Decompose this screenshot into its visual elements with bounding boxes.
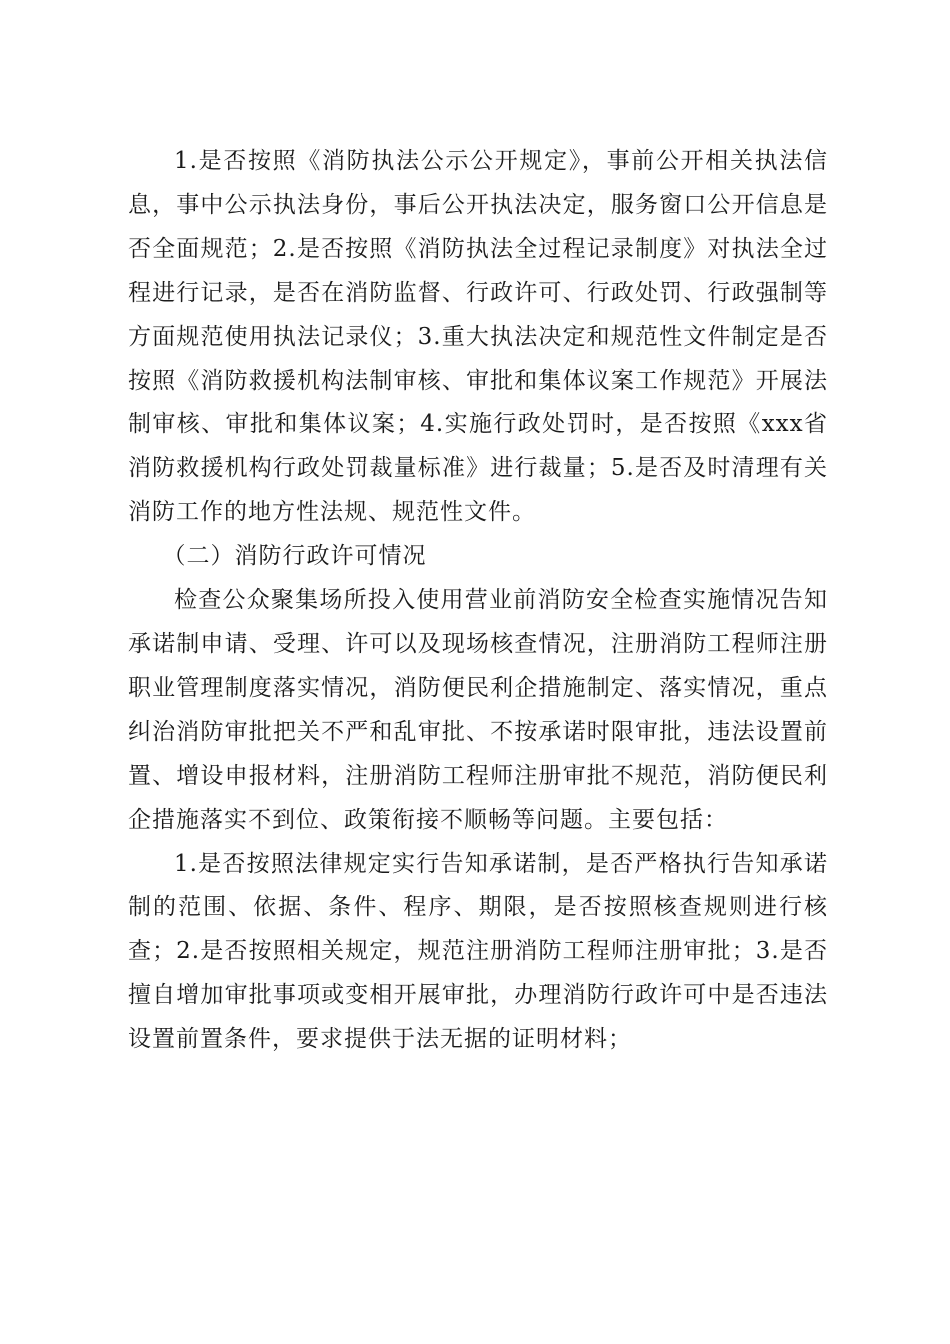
document-body	[128, 140, 828, 1062]
paragraph-license-inspection-overview: 检查公众聚集场所投入使用营业前消防安全检查实施情况告知承诺制申请、受理、许可以及现场核查情况，注册消防工程师注册职业管理制度落实情况，消防便民利企措施制定、落实情况，重点纠治消防审批把关不严和乱审批、不按承诺时限审批，违法设置前置、增设申报材料，注册消防工程师注册审批不规范，消防便民利企措施落实不到位、政策衔接不顺畅等问题。主要包括：	[128, 587, 828, 833]
section-heading-administrative-license: （二）消防行政许可情况	[162, 543, 427, 570]
paragraph-license-inspection-items: 1.是否按照法律规定实行告知承诺制，是否严格执行告知承诺制的范围、依据、条件、程序、期限，是否按照核查规则进行核查；2.是否按照相关规定，规范注册消防工程师注册审批；3.是否擅自增加审批事项或变相开展审批，办理消防行政许可中是否违法设置前置条件，要求提供于法无据的证明材料；	[128, 850, 828, 1053]
paragraph-law-enforcement-items: 1.是否按照《消防执法公示公开规定》，事前公开相关执法信息，事中公示执法身份，事后公开执法决定，服务窗口公开信息是否全面规范；2.是否按照《消防执法全过程记录制度》对执法全过程进行记录，是否在消防监督、行政许可、行政处罚、行政强制等方面规范使用执法记录仪；3.重大执法决定和规范性文件制定是否按照《消防救援机构法制审核、审批和集体议案工作规范》开展法制审核、审批和集体议案；4.实施行政处罚时，是否按照《xxx省消防救援机构行政处罚裁量标准》进行裁量；5.是否及时清理有关消防工作的地方性法规、规范性文件。	[128, 148, 828, 526]
